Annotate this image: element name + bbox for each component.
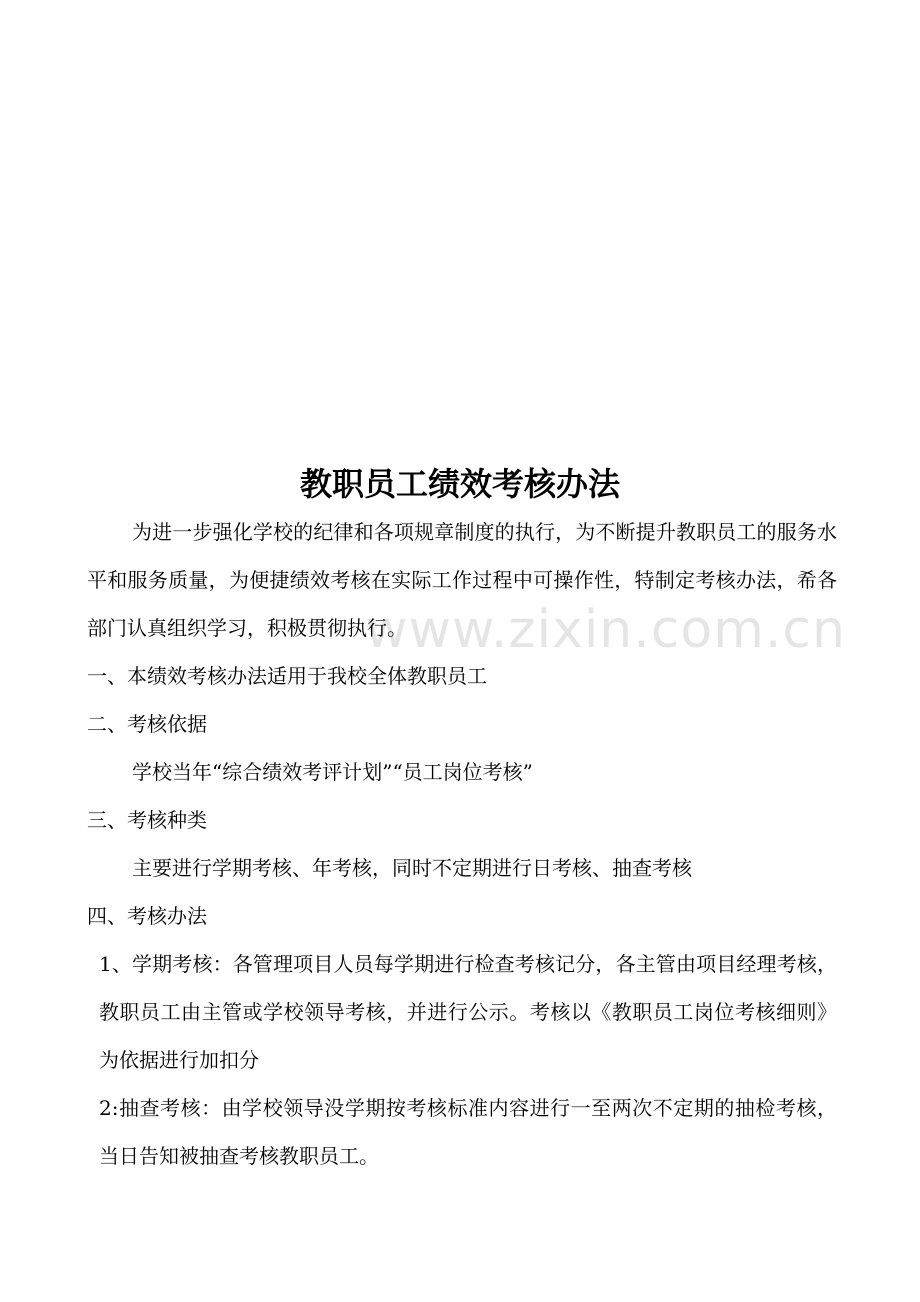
section-3-heading: 三、考核种类 [87, 808, 207, 832]
section-4-item-2: 2:抽查考核：由学校领导没学期按考核标准内容进行一至两次不定期的抽检考核，当日告知被抽查考核教职员工。 [99, 1096, 837, 1168]
section-2-heading: 二、考核依据 [87, 712, 207, 736]
section-1: 一、本绩效考核办法适用于我校全体教职员工 [87, 664, 487, 688]
section-4-item-1: 1、学期考核：各管理项目人员每学期进行检查考核记分，各主管由项目经理考核，教职员工由主管或学校领导考核，并进行公示。考核以《教职员工岗位考核细则》为依据进行加扣分 [99, 952, 837, 1072]
section-2-body: 学校当年“综合绩效考评计划”“员工岗位考核” [132, 760, 533, 784]
document-title: 教职员工绩效考核办法 [299, 465, 620, 503]
section-3-body: 主要进行学期考核、年考核，同时不定期进行日考核、抽查考核 [132, 856, 692, 880]
intro-paragraph: 为进一步强化学校的纪律和各项规章制度的执行，为不断提升教职员工的服务水平和服务质量，为便捷绩效考核在实际工作过程中可操作性，特制定考核办法，希各部门认真组织学习，积极贯彻执行。 [87, 520, 837, 640]
watermark: www.zixin.com.cn [365, 600, 846, 660]
document-body [87, 508, 837, 1180]
section-4-heading: 四、考核办法 [87, 904, 207, 928]
